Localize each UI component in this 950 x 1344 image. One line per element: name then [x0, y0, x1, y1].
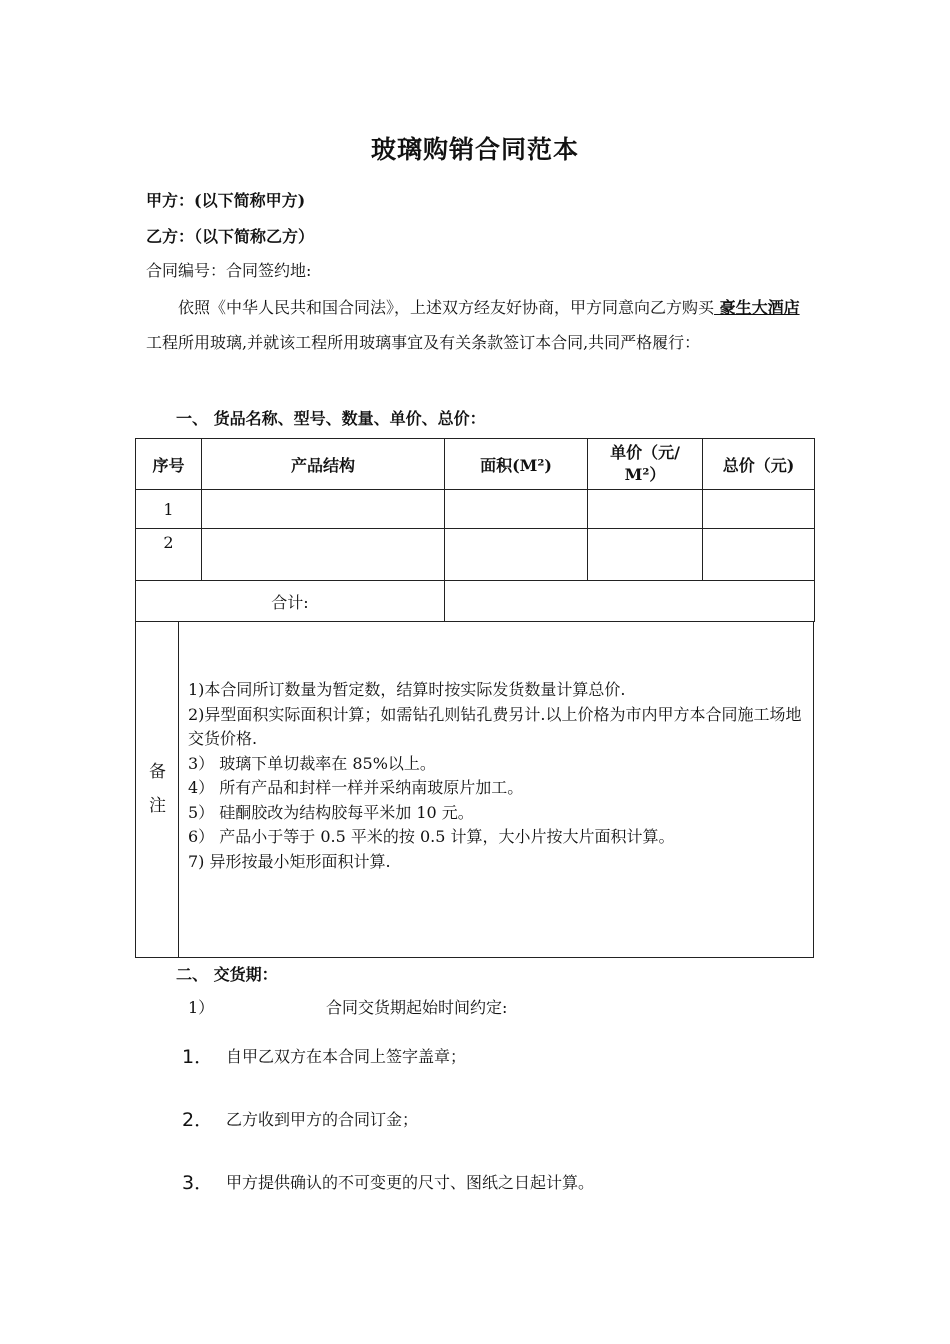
subtotal-label: 合计: — [136, 581, 445, 622]
header-area: 面积(M²) — [445, 439, 588, 490]
note-item: 4） 所有产品和封样一样并采纳南玻原片加工。 — [188, 778, 524, 797]
delivery-item-number: 2． — [182, 1109, 214, 1131]
delivery-item-text: 自甲乙双方在本合同上签字盖章； — [226, 1047, 467, 1066]
goods-table — [135, 438, 815, 622]
notes-list — [188, 678, 808, 874]
delivery-item-text: 甲方提供确认的不可变更的尺寸、图纸之日起计算。 — [226, 1173, 595, 1192]
subtotal-row — [136, 581, 815, 622]
party-a: 甲方：(以下简称甲方) — [146, 191, 306, 210]
header-structure: 产品结构 — [202, 439, 445, 490]
party-b: 乙方：（以下简称乙方） — [146, 227, 315, 246]
note-item: 5） 硅酮胶改为结构胶每平米加 10 元。 — [188, 802, 474, 822]
row-seq: 1 — [136, 490, 202, 529]
cell-unit-price — [588, 490, 703, 529]
intro-paragraph — [146, 290, 810, 360]
cell-total — [703, 490, 815, 529]
delivery-intro-number: 1） — [188, 998, 215, 1017]
subtotal-value — [445, 581, 815, 622]
header-unit-price — [588, 439, 703, 490]
table-header-row — [136, 439, 815, 490]
note-item: 6） 产品小于等于 0.5 平米的按 0.5 计算，大小片按大片面积计算。 — [188, 827, 675, 846]
delivery-intro-text: 合同交货期起始时间约定: — [326, 998, 508, 1017]
cell-area — [445, 529, 588, 581]
notes-label-char-2: 注 — [149, 796, 166, 816]
notes-label-char-1: 备 — [149, 762, 166, 782]
note-item: 7) 异形按最小矩形面积计算. — [188, 851, 391, 871]
delivery-item-number: 1． — [182, 1046, 214, 1068]
header-unit-price-line2: M²） — [624, 465, 666, 484]
row-seq: 2 — [136, 529, 202, 581]
note-item: 2)异型面积实际面积计算；如需钻孔则钻孔费另计.以上价格为市内甲方本合同施工场地交货价格. — [188, 704, 802, 748]
note-item: 3） 玻璃下单切裁率在 85%以上。 — [188, 753, 436, 773]
document-title: 玻璃购销合同范本 — [370, 135, 579, 164]
cell-total — [703, 529, 815, 581]
header-seq: 序号 — [136, 439, 202, 490]
project-name: 豪生大酒店 — [714, 298, 800, 317]
intro-part2: 工程所用玻璃,并就该工程所用玻璃事宜及有关条款签订本合同,共同严格履行： — [146, 333, 701, 352]
delivery-item-text: 乙方收到甲方的合同订金； — [226, 1110, 419, 1129]
section-2-heading: 二、 交货期： — [176, 965, 278, 984]
cell-structure — [202, 490, 445, 529]
contract-number-line: 合同编号：合同签约地: — [146, 261, 312, 280]
notes-box — [135, 621, 814, 958]
cell-area — [445, 490, 588, 529]
cell-structure — [202, 529, 445, 581]
notes-label — [136, 621, 179, 957]
delivery-item-number: 3． — [182, 1172, 214, 1194]
cell-unit-price — [588, 529, 703, 581]
intro-part1: 依照《中华人民共和国合同法》，上述双方经友好协商，甲方同意向乙方购买 — [178, 298, 715, 317]
table-row — [136, 490, 815, 529]
header-total: 总价（元) — [703, 439, 815, 490]
header-unit-price-line1: 单价（元/ — [610, 443, 680, 462]
section-1-heading: 一、 货品名称、型号、数量、单价、总价： — [176, 409, 486, 428]
note-item: 1)本合同所订数量为暂定数，结算时按实际发货数量计算总价. — [188, 680, 626, 699]
table-row — [136, 529, 815, 581]
